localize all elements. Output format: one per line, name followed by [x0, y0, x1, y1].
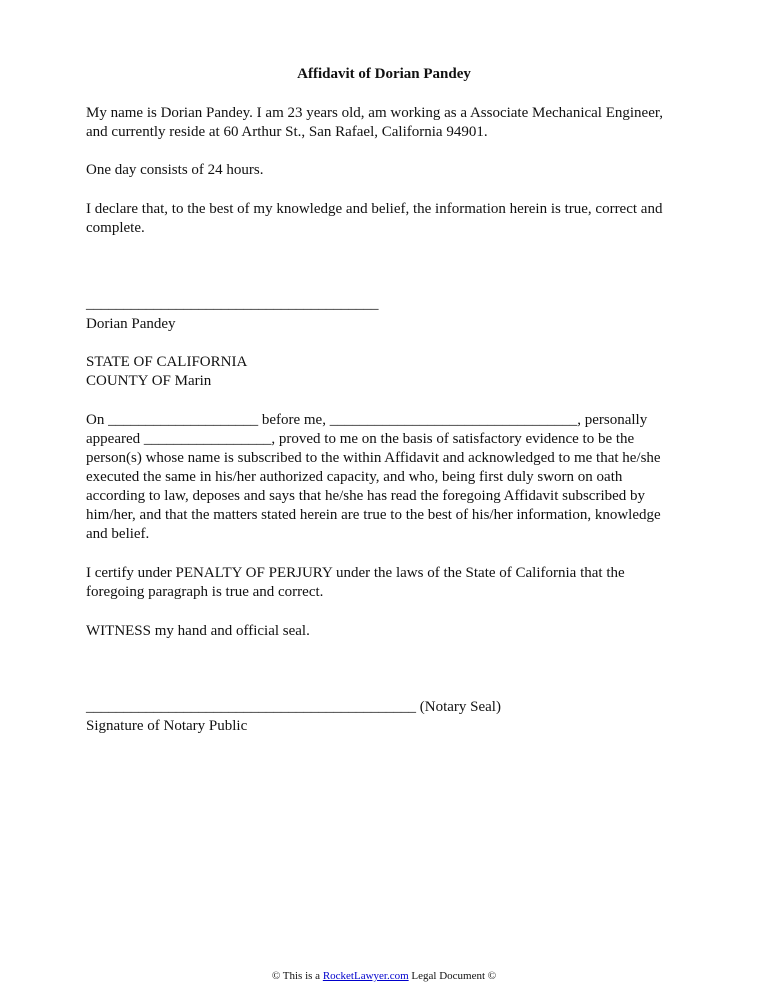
notary-signature-row: [86, 698, 706, 717]
venue-state: STATE OF CALIFORNIA: [86, 354, 248, 370]
venue-county: COUNTY OF Marin: [86, 373, 212, 389]
certification-paragraph: I certify under PENALTY OF PERJURY under the laws of the State of California that the foregoing paragraph is true and correct.: [86, 565, 625, 600]
acknowledgment-paragraph: On ____________________ before me, _________________________________, personally appeared _________________, proved to me on the basis of satisfactory evidence to be the person(s) whose name is subscribed to the within Affidavit and acknowledged to me that he/she executed the same in his/her authorized capacity, and who, being first duly sworn on oath according to law, deposes and says that he/she has read the foregoing Affidavit subscribed by him/her, and that the matters stated herein are true to the best of his/her information, knowledge and belief.: [86, 412, 661, 542]
footer-suffix: Legal Document ©: [408, 970, 497, 982]
document-title: Affidavit of Dorian Pandey: [297, 66, 471, 82]
declaration-paragraph: I declare that, to the best of my knowledge and belief, the information herein is true, correct and complete.: [86, 201, 663, 236]
affiant-signature-line: _______________________________________: [86, 296, 379, 312]
rocketlawyer-link[interactable]: RocketLawyer.com: [322, 970, 409, 982]
footer-prefix: © This is a: [271, 970, 323, 982]
affiant-name: Dorian Pandey: [86, 316, 176, 332]
witness-statement: WITNESS my hand and official seal.: [86, 623, 310, 639]
intro-paragraph: My name is Dorian Pandey. I am 23 years old, am working as a Associate Mechanical Engineer, and currently reside at 60 Arthur St., San Rafael, California 94901.: [86, 105, 664, 140]
footer: [0, 967, 768, 986]
notary-signature-label: Signature of Notary Public: [86, 718, 248, 734]
statement-paragraph: One day consists of 24 hours.: [86, 162, 264, 178]
notary-signature-line: ____________________________________________: [86, 699, 416, 715]
notary-seal-label: (Notary Seal): [419, 699, 501, 715]
